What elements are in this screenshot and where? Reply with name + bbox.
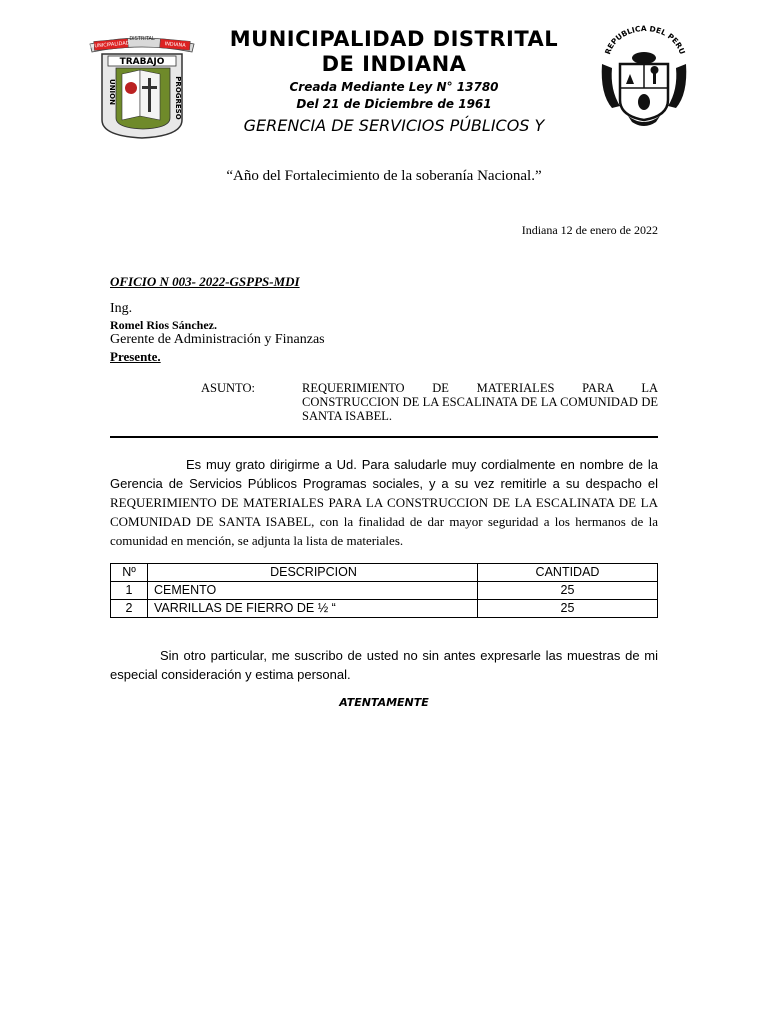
recipient-position: Gerente de Administración y Finanzas (110, 332, 325, 347)
signoff: ATENTAMENTE (339, 696, 429, 709)
header-title (200, 27, 588, 77)
table-cell-number: 1 (111, 582, 148, 600)
asunto-label: ASUNTO: (201, 381, 255, 395)
svg-text:DISTRITAL: DISTRITAL (129, 36, 155, 42)
gerencia-title: GERENCIA DE SERVICIOS PÚBLICOS Y (243, 116, 545, 135)
peru-coat-of-arms-icon (598, 24, 690, 128)
header-title-line1: MUNICIPALIDAD DISTRITAL (229, 27, 559, 51)
table-header-description: DESCRIPCION (148, 564, 478, 582)
presente-label: Presente. (110, 349, 161, 364)
table-header-quantity: CANTIDAD (478, 564, 658, 582)
body-part2: REQUERIMIENTO DE MATERIALES PARA LA CONSTRUCCION DE LA ESCALINATA DE LA COMUNIDAD DE SANTA ISABEL, con la finalidad de dar mayor seguridad a los hermanos de la comunidad en mención, se adjunta la lista de materiales. (110, 495, 658, 548)
svg-text:REPUBLICA DEL PERU: REPUBLICA DEL PERU (603, 24, 687, 56)
year-motto: “Año del Fortalecimiento de la soberanía Nacional.” (226, 168, 542, 184)
asunto-text: REQUERIMIENTO DE MATERIALES PARA LA CONSTRUCCION DE LA ESCALINATA DE LA COMUNIDAD DE SANTA ISABEL. (302, 381, 658, 423)
recipient-title: Ing. (110, 301, 133, 316)
creation-law: Creada Mediante Ley N° 13780 (289, 80, 499, 94)
body-paragraph (110, 455, 658, 550)
table-header-number: Nº (111, 564, 148, 582)
municipal-crest-icon (88, 30, 196, 140)
divider (110, 436, 658, 438)
svg-text:MUNICIPALIDAD: MUNICIPALIDAD (89, 40, 130, 50)
table-cell-number: 2 (111, 600, 148, 618)
table-row (111, 600, 658, 618)
materials-table (110, 563, 658, 618)
table-cell-description: VARRILLAS DE FIERRO DE ½ “ (148, 600, 478, 618)
closing-text: Sin otro particular, me suscribo de usted no sin antes expresarle las muestras de mi especial consideración y estima personal. (110, 648, 658, 682)
creation-date: Del 21 de Diciembre de 1961 (296, 97, 492, 111)
oficio-number: OFICIO N 003- 2022-GSPPS-MDI (110, 274, 300, 289)
table-cell-quantity: 25 (478, 582, 658, 600)
body-part1: Es muy grato dirigirme a Ud. Para saludarle muy cordialmente en nombre de la Gerencia de Servicios Públicos Programas sociales, y a su vez remitirle a su despacho el (110, 457, 658, 491)
svg-text:UNION: UNION (108, 79, 116, 105)
svg-text:TRABAJO: TRABAJO (119, 57, 165, 67)
table-cell-quantity: 25 (478, 600, 658, 618)
recipient-name: Romel Rios Sánchez. (110, 318, 217, 332)
document-date: Indiana 12 de enero de 2022 (521, 223, 658, 237)
closing-paragraph (110, 646, 658, 684)
table-header-row (111, 564, 658, 582)
svg-text:INDIANA: INDIANA (164, 41, 186, 49)
header-title-line2: DE INDIANA (321, 52, 467, 76)
svg-text:PROGRESO: PROGRESO (174, 76, 182, 120)
table-cell-description: CEMENTO (148, 582, 478, 600)
table-row (111, 582, 658, 600)
